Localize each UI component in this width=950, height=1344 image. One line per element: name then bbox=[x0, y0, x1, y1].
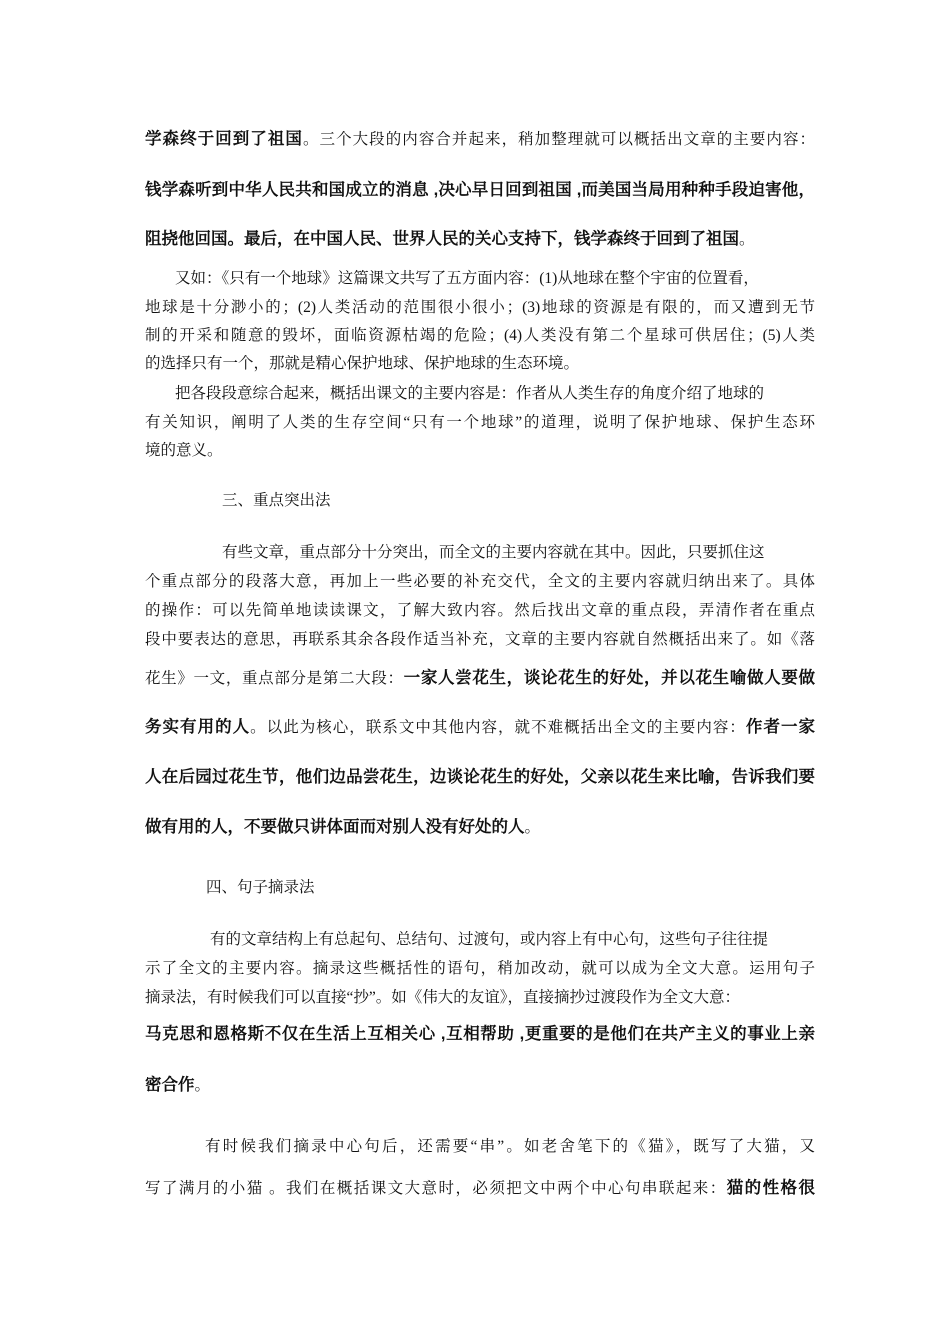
paragraph-line bbox=[145, 300, 815, 316]
heading-text: 四、句子摘录法 bbox=[206, 879, 315, 896]
body-text: 摘录法，有时候我们可以直接“抄”。如《伟大的友谊》，直接摘抄过渡段作为全文大意： bbox=[145, 989, 741, 1006]
body-text: 地球是十分渺小的；(2)人类活动的范围很小很小；(3)地球的资源是有限的，而又遭到无节 bbox=[145, 299, 815, 316]
paragraph-line bbox=[145, 131, 815, 148]
emphasis-text: 密合作 bbox=[145, 1076, 195, 1094]
paragraph-line bbox=[145, 356, 815, 372]
emphasis-text: 马克思和恩格斯不仅在生活上互相关心 ,互相帮助 ,更重要的是他们在共产主义的事业上亲 bbox=[145, 1025, 815, 1043]
body-text: 。 bbox=[524, 819, 541, 836]
paragraph-line bbox=[145, 182, 815, 199]
paragraph-line bbox=[145, 415, 815, 431]
body-text: 个重点部分的段落大意，再加上一些必要的补充交代，全文的主要内容就归纳出来了。具体 bbox=[145, 573, 815, 590]
body-text: 制的开采和随意的毁坏，面临资源枯竭的危险；(4)人类没有第二个星球可供居住；(5)人类 bbox=[145, 327, 815, 344]
body-text: 花生》一文，重点部分是第二大段： bbox=[145, 670, 404, 687]
body-text: 有些文章，重点部分十分突出，而全文的主要内容就在其中。因此，只要抓住这 bbox=[222, 544, 765, 561]
body-text: 境的意义。 bbox=[145, 442, 223, 459]
emphasis-text: 阻挠他回国。最后，在中国人民、世界人民的关心支持下，钱学森终于回到了祖国 bbox=[145, 230, 739, 248]
paragraph-line bbox=[210, 932, 815, 948]
section-heading bbox=[222, 493, 622, 509]
paragraph-line bbox=[145, 603, 815, 619]
emphasis-text: 钱学森听到中华人民共和国成立的消息 ,决心早日回到祖国 ,而美国当局用种种手段迫害他， bbox=[145, 181, 815, 199]
body-text: 示了全文的主要内容。摘录这些概括性的语句，稍加改动，就可以成为全文大意。运用句子 bbox=[145, 960, 815, 977]
paragraph-line bbox=[145, 328, 815, 344]
paragraph-line bbox=[145, 990, 815, 1006]
body-text: 把各段段意综合起来，概括出课文的主要内容是：作者从人类生存的角度介绍了地球的 bbox=[175, 385, 765, 402]
body-text: 。以此为核心，联系文中其他内容，就不难概括出全文的主要内容： bbox=[250, 719, 746, 736]
body-text: 。三个大段的内容合并起来，稍加整理就可以概括出文章的主要内容： bbox=[302, 131, 815, 148]
emphasis-text: 一家人尝花生，谈论花生的好处，并以花生喻做人要做 bbox=[403, 669, 815, 687]
body-text: 的操作：可以先简单地读读课文，了解大致内容。然后找出文章的重点段，弄清作者在重点 bbox=[145, 602, 815, 619]
paragraph-line bbox=[145, 961, 815, 977]
body-text: 。 bbox=[194, 1077, 211, 1094]
body-text: 写了满月的小猫 。我们在概括课文大意时，必须把文中两个中心句串联起来： bbox=[145, 1180, 727, 1197]
body-text: 又如：《只有一个地球》这篇课文共写了五方面内容：(1)从地球在整个宇宙的位置看， bbox=[175, 270, 759, 287]
paragraph-line bbox=[145, 769, 815, 786]
paragraph-line bbox=[145, 670, 815, 687]
paragraph-line bbox=[145, 1026, 815, 1043]
emphasis-text: 人在后园过花生节，他们边品尝花生，边谈论花生的好处，父亲以花生来比喻，告诉我们要 bbox=[145, 768, 815, 786]
paragraph-line bbox=[175, 386, 815, 402]
section-heading bbox=[206, 880, 606, 896]
paragraph-line bbox=[145, 719, 815, 736]
paragraph-line bbox=[222, 545, 815, 561]
emphasis-text: 务实有用的人 bbox=[145, 718, 251, 736]
paragraph-line bbox=[145, 1180, 815, 1197]
body-text: 的选择只有一个，那就是精心保护地球、保护地球的生态环境。 bbox=[145, 355, 580, 372]
body-text: 有关知识，阐明了人类的生存空间“只有一个地球”的道理，说明了保护地球、保护生态环 bbox=[145, 414, 815, 431]
paragraph-line bbox=[145, 443, 815, 459]
body-text: 有的文章结构上有总起句、总结句、过渡句，或内容上有中心句，这些句子往往提 bbox=[210, 931, 769, 948]
paragraph-line bbox=[145, 819, 815, 836]
paragraph-line bbox=[145, 1077, 815, 1094]
paragraph-line bbox=[145, 574, 815, 590]
emphasis-text: 猫的性格很 bbox=[726, 1179, 815, 1197]
paragraph-line bbox=[175, 271, 815, 287]
paragraph-line bbox=[205, 1139, 815, 1155]
emphasis-text: 学森终于回到了祖国 bbox=[145, 130, 303, 148]
body-text: 。 bbox=[739, 231, 755, 248]
emphasis-text: 作者一家 bbox=[745, 718, 815, 736]
body-text: 段中要表达的意思，再联系其余各段作适当补充，文章的主要内容就自然概括出来了。如《落 bbox=[145, 631, 815, 648]
heading-text: 三、重点突出法 bbox=[222, 492, 331, 509]
body-text: 有时候我们摘录中心句后，还需要“串”。如老舍笔下的《猫》，既写了大猫，又 bbox=[205, 1138, 815, 1155]
paragraph-line bbox=[145, 231, 815, 248]
emphasis-text: 做有用的人，不要做只讲体面而对别人没有好处的人 bbox=[145, 818, 525, 836]
paragraph-line bbox=[145, 632, 815, 648]
